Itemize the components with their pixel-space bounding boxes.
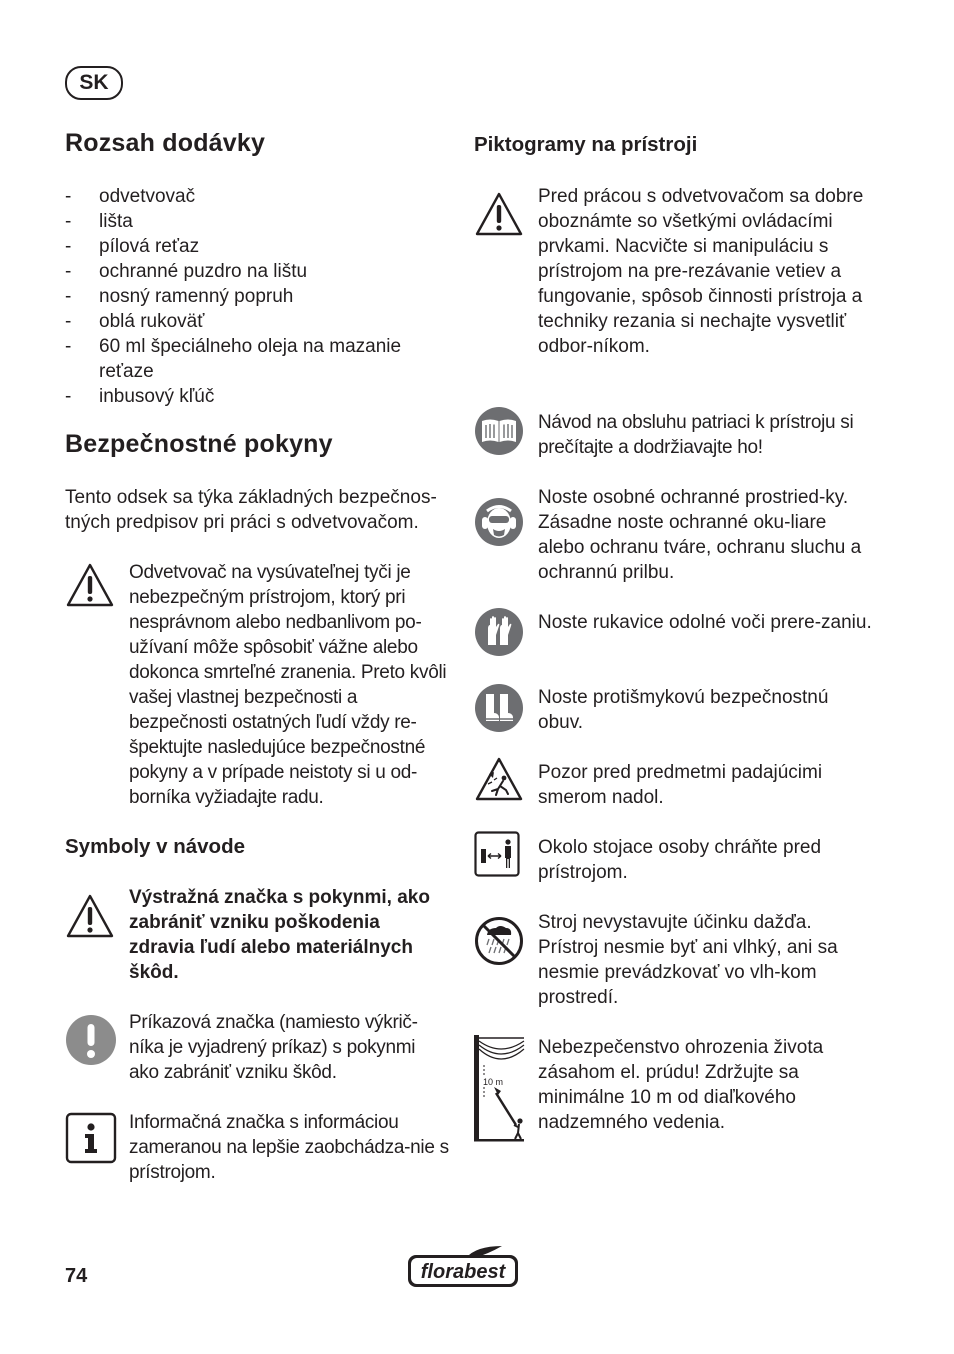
brand-logo (406, 1244, 520, 1290)
gloves-icon (474, 607, 524, 657)
keep-distance-icon (474, 831, 520, 877)
mandatory-exclamation-icon (65, 1014, 117, 1066)
warning-triangle-icon (65, 893, 115, 939)
symbol-mandatory-row (65, 1010, 455, 1090)
scope-title: Rozsah dodávky (65, 129, 266, 157)
pictogram-row (474, 485, 874, 595)
warning-triangle-icon (474, 191, 524, 237)
list-item: - lišta (65, 211, 133, 232)
pictogram-row (474, 1035, 874, 1145)
pictogram-row (474, 610, 874, 665)
list-item: - 60 ml špeciálneho oleja na mazanie reťaze (65, 336, 402, 382)
pictogram-row (474, 835, 874, 890)
symbols-title: Symboly v návode (65, 835, 246, 858)
symbol-mandatory-text: Príkazová značka (namiesto výkrič-níka je vyjadrený príkaz) s pokynmi ako zabrániť vzniku škôd. (129, 1012, 418, 1083)
pictogram-text: Stroj nevystavujte účinku dažďa. Prístroj nesmie byť ani vlhký, ani sa nesmie prevádzkovať vo vlh-kom prostredí. (538, 912, 838, 1008)
pictogram-row (474, 184, 874, 384)
pictogram-text: Noste rukavice odolné voči prere-zaniu. (538, 612, 872, 633)
pictogram-text: Okolo stojace osoby chráňte pred prístrojom. (538, 837, 822, 883)
pictogram-row (474, 910, 874, 1020)
warning-text: Odvetvovač na vysúvateľnej tyči je nebezpečným prístrojom, ktorý pri nesprávnom alebo nedbanlivom po-užívaní môže spôsobiť vážne alebo dokonca smrteľné zranenia. Preto kvôli vašej vlastnej bezpečnosti a bezpečnosti ostatných ľudí vždy re-špektujte nasledujúce bezpečnostné pokyny a v prípade neistoty si u od-borníka vyžiadajte radu. (129, 562, 447, 808)
scope-list (65, 184, 445, 409)
list-item: - odvetvovač (65, 186, 196, 207)
falling-objects-icon (474, 756, 524, 802)
boots-icon (474, 683, 524, 733)
safety-intro: Tento odsek sa týka základných bezpečnos-tných predpisov pri práci s odvetvovačom. (65, 487, 437, 533)
pictogram-row (474, 685, 874, 740)
brand-logo-text: florabest (420, 1261, 506, 1283)
pictogram-text: Noste osobné ochranné prostried-ky. Zásadne noste ochranné oku-liare alebo ochranu tváre, ochranu sluchu a ochrannú prilbu. (538, 487, 862, 583)
info-icon (65, 1112, 117, 1164)
pictogram-text: Nebezpečenstvo ohrozenia života zásahom el. prúdu! Zdržujte sa minimálne 10 m od diaľkového nadzemného vedenia. (538, 1037, 824, 1133)
pictograms-title: Piktogramy na prístroji (474, 133, 698, 156)
face-ear-protection-icon (474, 497, 524, 547)
pictogram-row (474, 410, 874, 465)
symbol-warning-text: Výstražná značka s pokynmi, ako zabrániť vzniku poškodenia zdravia ľudí alebo materiálnych škôd. (129, 887, 430, 983)
language-badge: SK (65, 66, 123, 100)
pictogram-text: Pozor pred predmetmi padajúcimi smerom nadol. (538, 762, 823, 808)
list-item: - ochranné puzdro na lištu (65, 261, 308, 282)
warning-triangle-icon (65, 562, 115, 608)
pictogram-row (474, 760, 874, 815)
list-item: - inbusový kľúč (65, 386, 215, 407)
manual-book-icon (474, 406, 524, 456)
symbol-info-row (65, 1110, 455, 1190)
page-number: 74 (65, 1265, 88, 1287)
no-rain-icon (474, 916, 524, 966)
pictogram-text: Pred prácou s odvetvovačom sa dobre oboznámte so všetkými ovládacími prvkami. Nacvičte si manipuláciu s prístrojom na pre-rezávanie vetiev a fungovanie, spôsob činnosti prístroja a techniky rezania si nechajte vysvetliť odbor-níkom. (538, 186, 864, 357)
safety-title: Bezpečnostné pokyny (65, 430, 333, 458)
power-line-icon (474, 1035, 528, 1143)
symbol-warning-row (65, 885, 455, 985)
list-item: - nosný ramenný popruh (65, 286, 294, 307)
warning-block (65, 560, 455, 810)
power-line-distance-label: 10 m (483, 1077, 504, 1087)
list-item: - pílová reťaz (65, 236, 200, 257)
symbol-info-text: Informačná značka s informáciou zameranou na lepšie zaobchádza-nie s prístrojom. (129, 1112, 449, 1183)
pictogram-text: Noste protišmykovú bezpečnostnú obuv. (538, 687, 829, 733)
pictogram-text: Návod na obsluhu patriaci k prístroju si prečítajte a dodržiavajte ho! (538, 412, 854, 458)
list-item: - oblá rukoväť (65, 311, 205, 332)
